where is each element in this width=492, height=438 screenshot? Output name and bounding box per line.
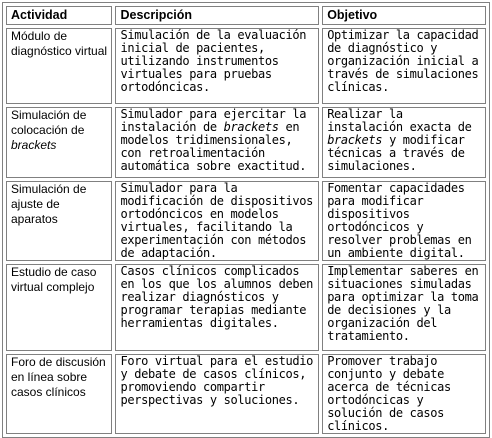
objetivo-cell	[322, 107, 486, 178]
descripcion-cell: Simulador para la modificación de dispositivos ortodóncicos en modelos virtuales, facilitando la experimentación con métodos de adaptación.	[115, 181, 319, 261]
header-actividad: Actividad	[6, 6, 112, 25]
header-row	[6, 6, 486, 25]
descripcion-cell: Casos clínicos complicados en los que los alumnos deben realizar diagnósticos y programar terapias mediante herramientas digitales.	[115, 264, 319, 351]
descripcion-cell	[115, 107, 319, 178]
actividad-text: Simulación de colocación de	[11, 108, 87, 137]
objetivo-cell: Promover trabajo conjunto y debate acerca de técnicas ortodóncicas y solución de casos clínicos.	[322, 354, 486, 434]
header-objetivo: Objetivo	[322, 6, 486, 25]
descripcion-cell: Simulación de la evaluación inicial de pacientes, utilizando instrumentos virtuales para pruebas ortodóncicas.	[115, 28, 319, 104]
descripcion-text: Simulador para ejercitar la instalación de	[120, 107, 307, 134]
descripcion-cell: Foro virtual para el estudio y debate de casos clínicos, promoviendo compartir perspectivas y soluciones.	[115, 354, 319, 434]
descripcion-text-cont: en modelos tridimensionales, con retroalimentación automática sobre exactitud.	[120, 120, 307, 173]
objetivo-text: Realizar la instalación exacta de	[327, 107, 472, 134]
table-row	[6, 264, 486, 351]
objetivo-cell: Optimizar la capacidad de diagnóstico y organización inicial a través de simulaciones clínicas.	[322, 28, 486, 104]
table-row	[6, 28, 486, 104]
objetivo-text-cont: y modificar técnicas a través de simulaciones.	[327, 133, 465, 173]
actividad-cell: Estudio de caso virtual complejo	[6, 264, 112, 351]
header-descripcion: Descripción	[115, 6, 319, 25]
activities-table	[2, 2, 490, 438]
descripcion-emphasis: brackets	[223, 120, 279, 134]
objetivo-cell: Implementar saberes en situaciones simuladas para optimizar la toma de decisiones y la organización del tratamiento.	[322, 264, 486, 351]
actividad-cell	[6, 107, 112, 178]
actividad-cell: Módulo de diagnóstico virtual	[6, 28, 112, 104]
objetivo-cell: Fomentar capacidades para modificar dispositivos ortodóncicos y resolver problemas en un ambiente digital.	[322, 181, 486, 261]
actividad-cell: Foro de discusión en línea sobre casos clínicos	[6, 354, 112, 434]
table-row	[6, 354, 486, 434]
actividad-emphasis: brackets	[11, 138, 57, 152]
table-row	[6, 107, 486, 178]
objetivo-emphasis: brackets	[327, 133, 383, 147]
table-row	[6, 181, 486, 261]
actividad-cell: Simulación de ajuste de aparatos	[6, 181, 112, 261]
